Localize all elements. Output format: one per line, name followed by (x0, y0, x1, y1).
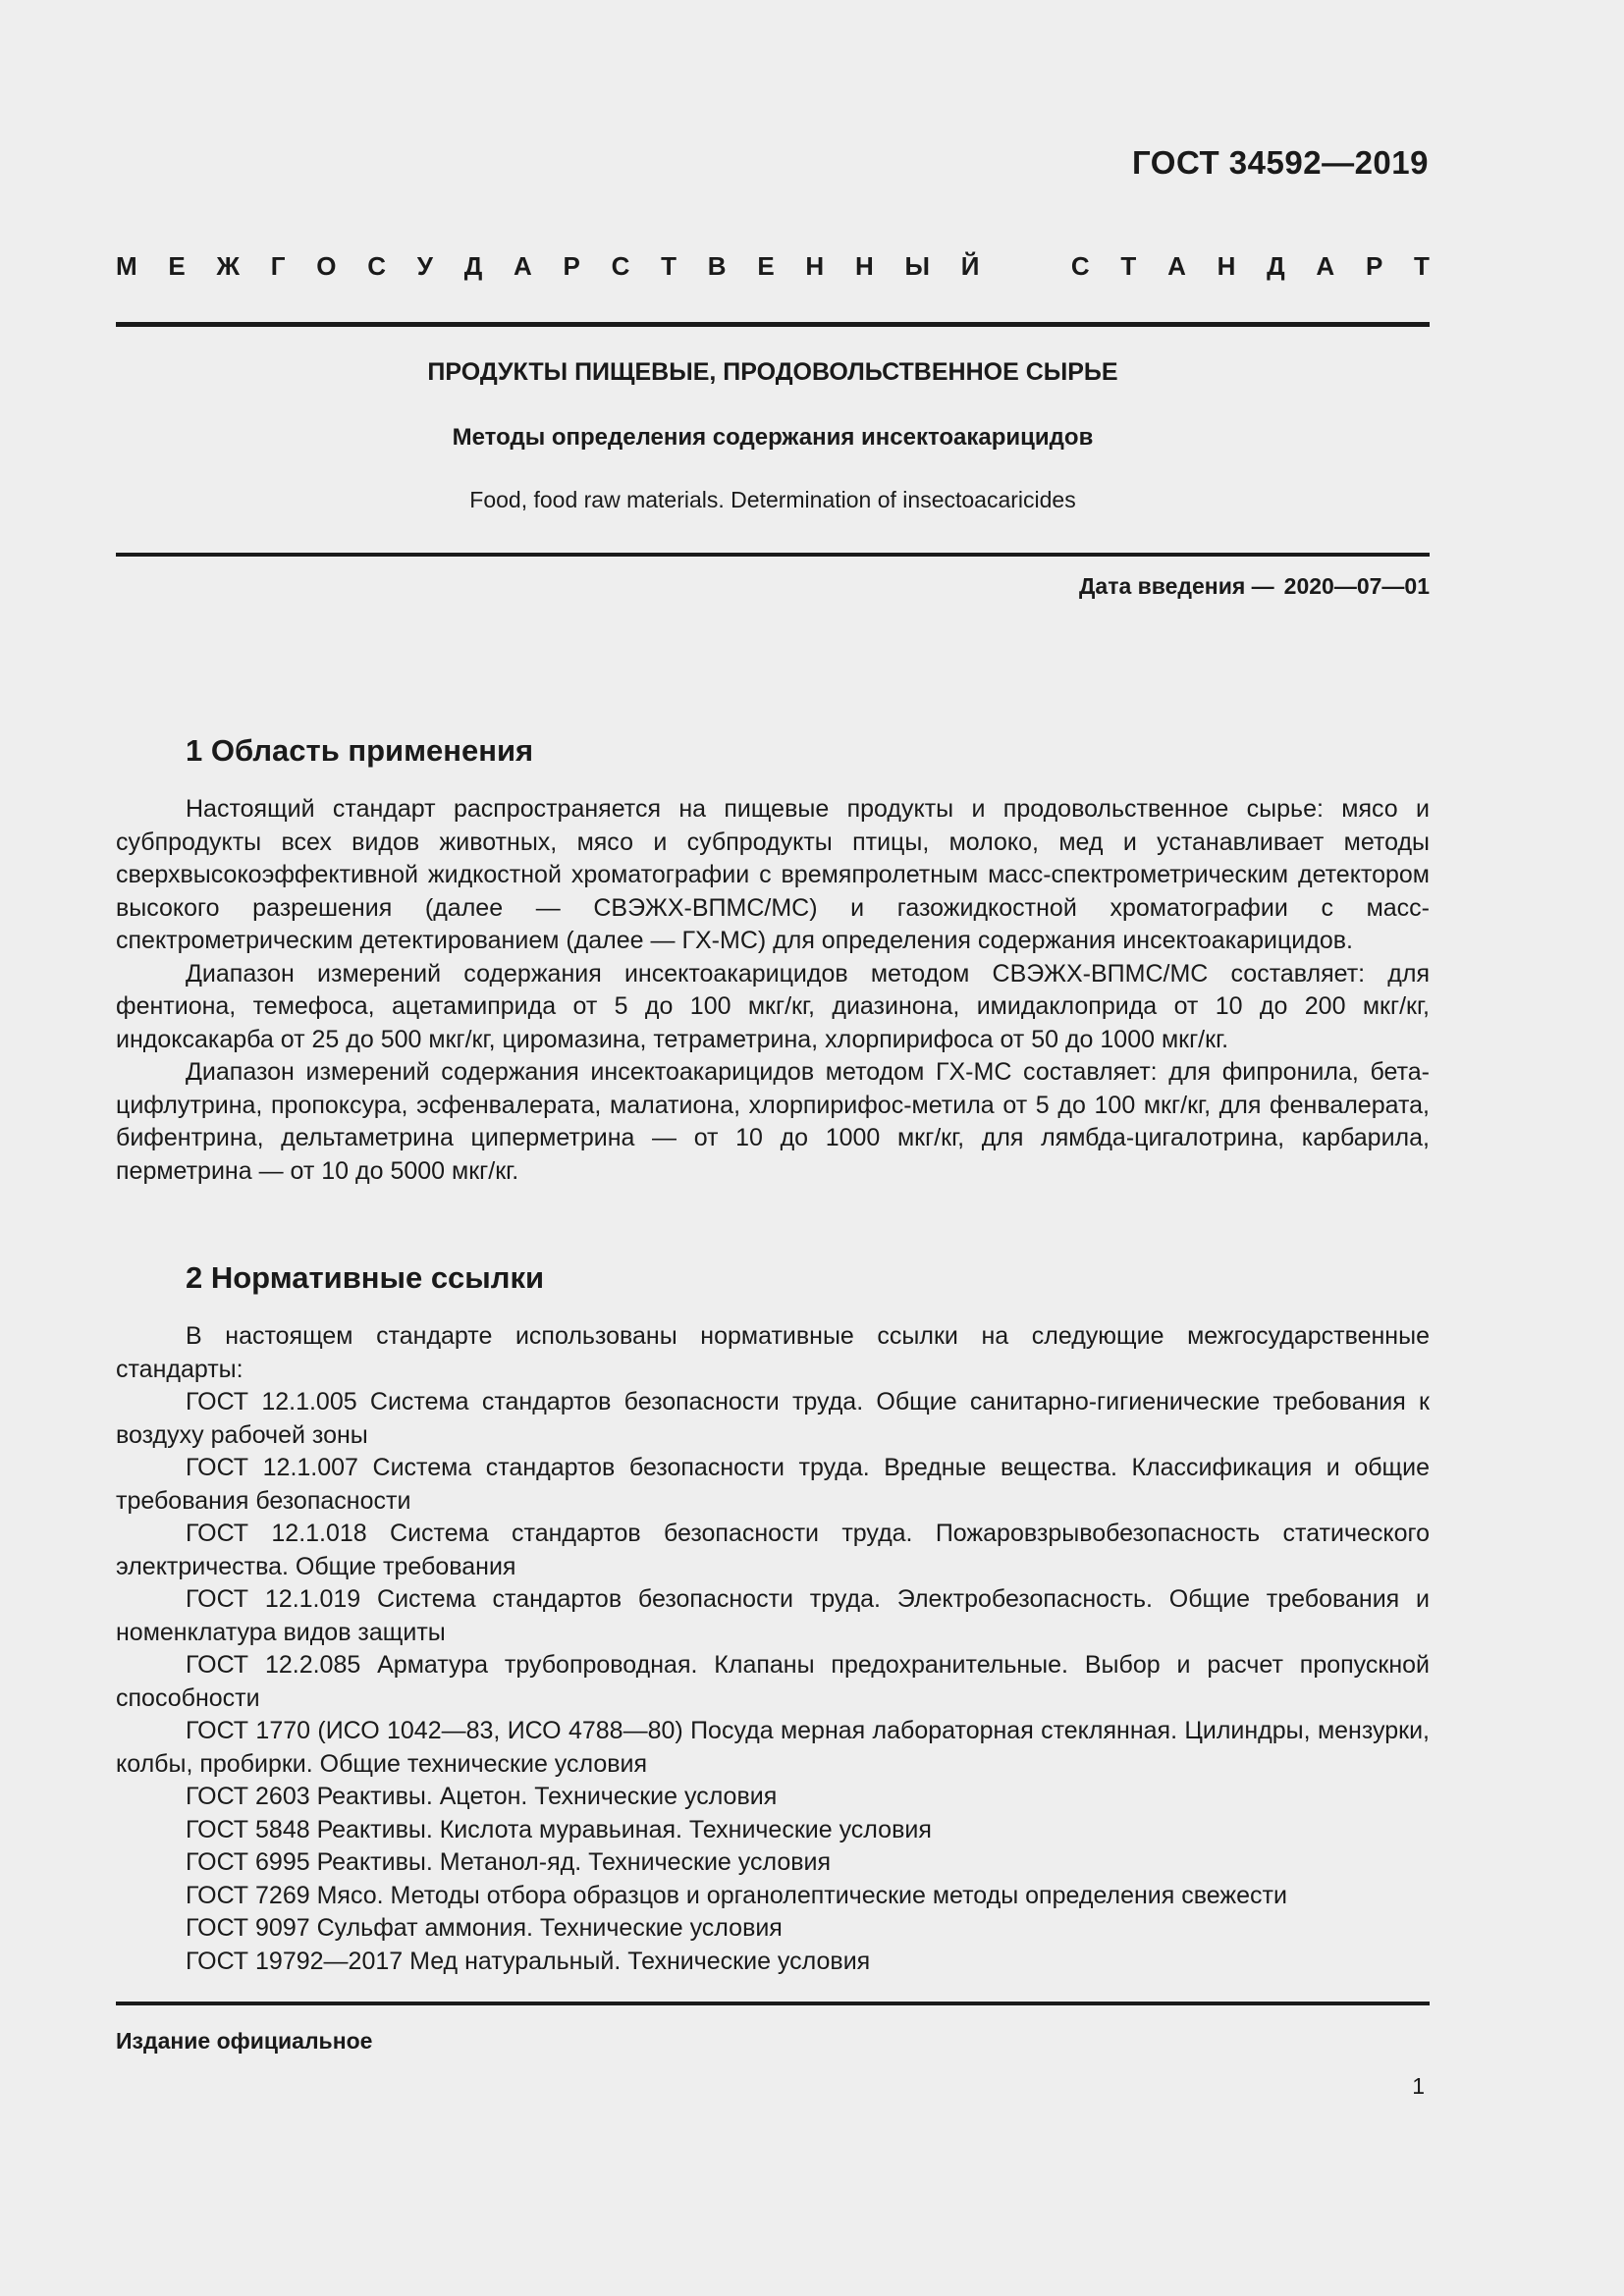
interstate-letter: Н (854, 251, 874, 281)
normative-reference: ГОСТ 6995 Реактивы. Метанол-яд. Технические условия (186, 1848, 832, 1876)
interstate-letter: Д (463, 251, 483, 281)
introduction-date-label: Дата введения — (1079, 573, 1274, 599)
title-rule (116, 553, 1430, 557)
interstate-letter: Ы (904, 251, 930, 281)
interstate-letter: Ж (216, 251, 241, 281)
normative-reference: ГОСТ 5848 Реактивы. Кислота муравьиная. Технические условия (186, 1815, 932, 1843)
official-edition-label: Издание официальное (116, 2028, 373, 2054)
interstate-letter: Т (1414, 251, 1430, 281)
normative-reference: ГОСТ 12.2.085 Арматура трубопроводная. Клапаны предохранительные. Выбор и расчет пропускной способности (116, 1651, 1430, 1712)
normative-reference: ГОСТ 9097 Сульфат аммония. Технические условия (186, 1914, 783, 1942)
normative-reference: ГОСТ 12.1.005 Система стандартов безопасности труда. Общие санитарно-гигиенические требования к воздуху рабочей зоны (116, 1388, 1430, 1449)
footer-rule (116, 2002, 1430, 2005)
normative-reference: ГОСТ 7269 Мясо. Методы отбора образцов и органолептические методы определения свежести (186, 1881, 1287, 1909)
interstate-letter: Н (1217, 251, 1236, 281)
introduction-date-value: 2020—07—01 (1283, 573, 1430, 599)
normative-reference: ГОСТ 1770 (ИСО 1042—83, ИСО 4788—80) Посуда мерная лабораторная стеклянная. Цилиндры, мензурки, колбы, пробирки. Общие технические условия (116, 1717, 1430, 1778)
section-1-paragraph: Диапазон измерений содержания инсектоакарицидов методом ГХ-МС составляет: для фипронила, бета-цифлутрина, пропоксура, эсфенвалерата, малатиона, хлорпирифос-метила от 5 до 100 мкг/кг, для фенвалерата, бифентрина, дельтаметрина циперметрина — от 10 до 1000 мкг/кг, для лямбда-цигалотрина, карбарила, перметрина — от 10 до 5000 мкг/кг. (116, 1058, 1430, 1185)
section-1-paragraph: Диапазон измерений содержания инсектоакарицидов методом СВЭЖХ-ВПМС/МС составляет: для фентиона, темефоса, ацетамиприда от 5 до 100 мкг/кг, диазинона, имидаклоприда от 10 до 200 мкг/кг, индоксакарба от 25 до 500 мкг/кг, циромазина, тетраметрина, хлорпирифоса от 50 до 1000 мкг/кг. (116, 959, 1430, 1053)
interstate-letter: С (1070, 251, 1090, 281)
interstate-letter: Т (1120, 251, 1137, 281)
interstate-letter: Т (661, 251, 677, 281)
normative-reference: ГОСТ 12.1.007 Система стандартов безопасности труда. Вредные вещества. Классификация и общие требования безопасности (116, 1454, 1430, 1515)
interstate-letter: Д (1267, 251, 1285, 281)
interstate-letter: Й (960, 251, 980, 281)
interstate-letter: В (707, 251, 727, 281)
normative-reference: ГОСТ 19792—2017 Мед натуральный. Технические условия (186, 1947, 871, 1975)
interstate-letter: Р (563, 251, 580, 281)
interstate-letter: Г (270, 251, 286, 281)
document-subtitle: Методы определения содержания инсектоакарицидов (452, 424, 1094, 451)
interstate-letter: Е (168, 251, 186, 281)
interstate-letter: Н (805, 251, 825, 281)
interstate-letter (1010, 251, 1040, 282)
english-title: Food, food raw materials. Determination of insectoacaricides (469, 487, 1076, 512)
section-1-body (116, 793, 1430, 1188)
document-code: ГОСТ 34592—2019 (1132, 144, 1429, 181)
interstate-letter: Р (1365, 251, 1383, 281)
interstate-letter: А (514, 251, 532, 281)
interstate-letter: У (416, 251, 433, 281)
normative-reference: ГОСТ 12.1.018 Система стандартов безопасности труда. Пожаровзрывобезопасность статического электричества. Общие требования (116, 1520, 1430, 1580)
section-1-paragraph: Настоящий стандарт распространяется на пищевые продукты и продовольственное сырье: мясо и субпродукты всех видов животных, мясо и субпродукты птицы, молоко, мед и устанавливает методы сверхвысокоэффективной жидкостной хроматографии с времяпролетным масс-спектрометрическим детектором высокого разрешения (далее — СВЭЖХ-ВПМС/МС) и газожидкостной хроматографии с масс-спектрометрическим детектированием (далее — ГХ-МС) для определения содержания инсектоакарицидов. (116, 795, 1430, 954)
normative-reference: ГОСТ 12.1.019 Система стандартов безопасности труда. Электробезопасность. Общие требования и номенклатура видов защиты (116, 1585, 1430, 1646)
interstate-letter: А (1167, 251, 1186, 281)
interstate-letter: О (316, 251, 337, 281)
interstate-letter: С (367, 251, 387, 281)
introduction-date (1079, 573, 1430, 600)
interstate-letter: М (116, 251, 137, 281)
section-2-intro: В настоящем стандарте использованы нормативные ссылки на следующие межгосударственные стандарты: (116, 1322, 1430, 1383)
interstate-standard-heading (116, 251, 1430, 282)
interstate-letter: Е (757, 251, 775, 281)
interstate-letter: А (1316, 251, 1335, 281)
section-2-heading: 2 Нормативные ссылки (186, 1260, 545, 1295)
section-1-heading: 1 Область применения (186, 733, 534, 768)
top-rule (116, 322, 1430, 327)
interstate-letter: С (611, 251, 630, 281)
document-title: ПРОДУКТЫ ПИЩЕВЫЕ, ПРОДОВОЛЬСТВЕННОЕ СЫРЬЕ (427, 358, 1118, 386)
page-number: 1 (1412, 2073, 1425, 2099)
normative-reference: ГОСТ 2603 Реактивы. Ацетон. Технические условия (186, 1783, 778, 1810)
section-2-body (116, 1320, 1430, 1978)
